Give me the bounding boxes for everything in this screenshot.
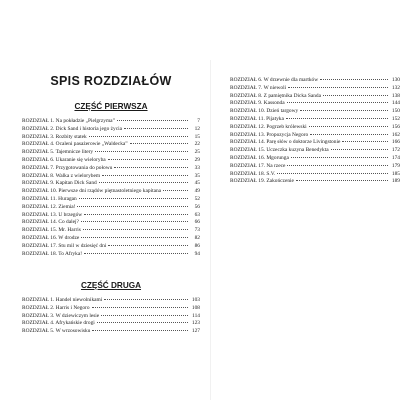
page-number: 63	[194, 211, 200, 218]
dot-leader	[287, 160, 388, 166]
page-number: 172	[391, 147, 400, 154]
chapter-title: ROZDZIAŁ 4. Afrykańskie drogi	[22, 320, 95, 327]
chapter-title: ROZDZIAŁ 3. W dziewiczym lesie	[22, 312, 100, 319]
page-number: 138	[391, 92, 400, 99]
gutter-shadow	[210, 60, 211, 400]
dot-leader	[124, 123, 188, 129]
dot-leader	[323, 90, 388, 96]
dot-leader	[101, 310, 188, 316]
page-number: 56	[194, 203, 200, 210]
page-number: 108	[191, 304, 200, 311]
dot-leader	[92, 302, 188, 308]
dot-leader	[342, 136, 388, 142]
page-number: 174	[391, 154, 400, 161]
dot-leader	[114, 162, 188, 168]
dot-leader	[277, 168, 388, 174]
page-number: 7	[197, 118, 200, 124]
page-number: 185	[391, 170, 400, 177]
chapter-title: ROZDZIAŁ 10. Pierwsze dni rządów piętnastoletniego kapitana	[22, 188, 162, 195]
right-page-list	[230, 75, 400, 184]
page-number: 189	[391, 178, 400, 185]
page-number: 29	[194, 156, 200, 163]
page-number: 162	[391, 131, 400, 138]
chapter-title: ROZDZIAŁ 13. Propozycja Negoro	[230, 131, 309, 138]
chapter-title: ROZDZIAŁ 14. Co dalej?	[22, 219, 79, 226]
page-number: 12	[194, 125, 200, 132]
dot-leader	[99, 177, 188, 183]
chapter-title: ROZDZIAŁ 2. Dick Sand i historia jego życia	[22, 125, 123, 132]
chapter-title: ROZDZIAŁ 7. Przygotowania do połowu	[22, 164, 113, 171]
dot-leader	[108, 240, 188, 246]
dot-leader	[84, 209, 188, 215]
page-number: 156	[391, 123, 400, 130]
chapter-title: ROZDZIAŁ 12. Ziemia!	[22, 203, 76, 210]
chapter-title: ROZDZIAŁ 9. Kapitan Dick Sand	[22, 180, 97, 187]
chapter-title: ROZDZIAŁ 9. Kassonda	[230, 100, 285, 107]
chapter-title: ROZDZIAŁ 11. Pijatyka	[230, 115, 284, 122]
dot-leader	[320, 74, 388, 80]
dot-leader	[163, 185, 188, 191]
chapter-title: ROZDZIAŁ 12. Pogrzeb królewski	[230, 123, 307, 130]
dot-leader	[310, 129, 388, 135]
dot-leader	[84, 248, 188, 254]
chapter-title: ROZDZIAŁ 18. To Afryka!	[22, 250, 83, 257]
chapter-title: ROZDZIAŁ 13. U brzegów	[22, 211, 83, 218]
page-number: 144	[391, 100, 400, 107]
dot-leader	[97, 317, 188, 323]
chapter-title: ROZDZIAŁ 17. Na rzece	[230, 162, 286, 169]
page-number: 114	[192, 312, 200, 319]
dot-leader	[331, 144, 388, 150]
chapter-title: ROZDZIAŁ 6. Ukaranie się wieloryba	[22, 156, 106, 163]
chapter-title: ROZDZIAŁ 17. Stu mil w dziesięć dni	[22, 242, 107, 249]
page-number: 82	[194, 234, 200, 241]
dot-leader	[92, 325, 188, 331]
page-number: 15	[194, 133, 200, 140]
dot-leader	[102, 170, 188, 176]
chapter-title: ROZDZIAŁ 15. Mr. Harris	[22, 227, 81, 234]
chapter-title: ROZDZIAŁ 4. Ocaleni pasażerowie „Waldecka”	[22, 141, 128, 148]
chapter-title: ROZDZIAŁ 8. Z pamiętnika Dicka Sanda	[230, 92, 322, 99]
part-two-heading: CZĘŚĆ DRUGA	[80, 281, 142, 290]
chapter-title: ROZDZIAŁ 6. W drzewnie dla martków	[230, 77, 319, 83]
dot-leader	[79, 193, 188, 199]
page-number: 94	[194, 250, 200, 257]
part-two-list	[22, 295, 200, 334]
dot-leader	[108, 154, 188, 160]
dot-leader	[291, 152, 388, 158]
dot-leader	[81, 232, 188, 238]
chapter-title: ROZDZIAŁ 14. Parę słów o doktorze Livingstonie	[230, 139, 341, 146]
chapter-title: ROZDZIAŁ 10. Dzień targowy	[230, 108, 299, 115]
page-number: 35	[194, 172, 200, 179]
page-number: 127	[191, 328, 200, 335]
page-number: 132	[391, 84, 400, 91]
dot-leader	[296, 175, 388, 181]
chapter-title: ROZDZIAŁ 5. W wrzosowisku	[22, 328, 91, 335]
dot-leader	[286, 113, 388, 119]
page-number: 52	[194, 195, 200, 202]
page-number: 45	[194, 180, 200, 187]
chapter-title: ROZDZIAŁ 1. Handel niewolnikami	[22, 297, 103, 303]
chapter-title: ROZDZIAŁ 11. Huragan	[22, 195, 77, 202]
left-page	[22, 0, 200, 420]
part-one-list	[22, 116, 200, 256]
dot-leader	[287, 97, 388, 103]
page-number: 25	[194, 149, 200, 156]
dot-leader	[83, 224, 188, 230]
toc-entry	[22, 249, 200, 257]
part-one-heading: CZĘŚĆ PIERWSZA	[74, 102, 148, 111]
chapter-title: ROZDZIAŁ 15. Uczeczka kuzyna Benedykta	[230, 147, 329, 154]
page-number: 86	[194, 242, 200, 249]
dot-leader	[309, 121, 388, 127]
dot-leader	[104, 294, 188, 300]
chapter-title: ROZDZIAŁ 5. Tajemnicze litery	[22, 149, 94, 156]
toc-entry	[230, 176, 400, 184]
page-number: 49	[194, 188, 200, 195]
right-page	[230, 0, 400, 420]
dot-leader	[77, 201, 188, 207]
dot-leader	[288, 82, 388, 88]
dot-leader	[95, 146, 188, 152]
dot-leader	[300, 105, 388, 111]
page-number: 66	[194, 219, 200, 226]
chapter-title: ROZDZIAŁ 8. Walka z wielorybem	[22, 172, 101, 179]
page-title: SPIS ROZDZIAŁÓW	[50, 74, 172, 88]
page-number: 152	[391, 115, 400, 122]
dot-leader	[130, 138, 188, 144]
page-number: 33	[194, 164, 200, 171]
chapter-title: ROZDZIAŁ 19. Zakończenie	[230, 178, 294, 185]
page-number: 130	[391, 77, 400, 83]
page-number: 150	[391, 108, 400, 115]
page-number: 179	[391, 162, 400, 169]
chapter-title: ROZDZIAŁ 18. S.V.	[230, 170, 276, 177]
chapter-title: ROZDZIAŁ 7. W niewoli	[230, 84, 287, 91]
chapter-title: ROZDZIAŁ 16. Mgorunga	[230, 154, 289, 161]
page-number: 166	[391, 139, 400, 146]
page-number: 123	[191, 320, 200, 327]
chapter-title: ROZDZIAŁ 2. Harris i Negoro	[22, 304, 90, 311]
dot-leader	[81, 216, 188, 222]
toc-entry	[22, 326, 200, 334]
page-number: 103	[191, 297, 200, 303]
chapter-title: ROZDZIAŁ 1. Na pokładzie „Pielgrzyma”	[22, 118, 115, 124]
page-number: 73	[194, 227, 200, 234]
dot-leader	[117, 115, 188, 121]
dot-leader	[89, 131, 188, 137]
chapter-title: ROZDZIAŁ 3. Rozbity statek	[22, 133, 87, 140]
chapter-title: ROZDZIAŁ 16. W drodze	[22, 234, 80, 241]
page-number: 22	[194, 141, 200, 148]
